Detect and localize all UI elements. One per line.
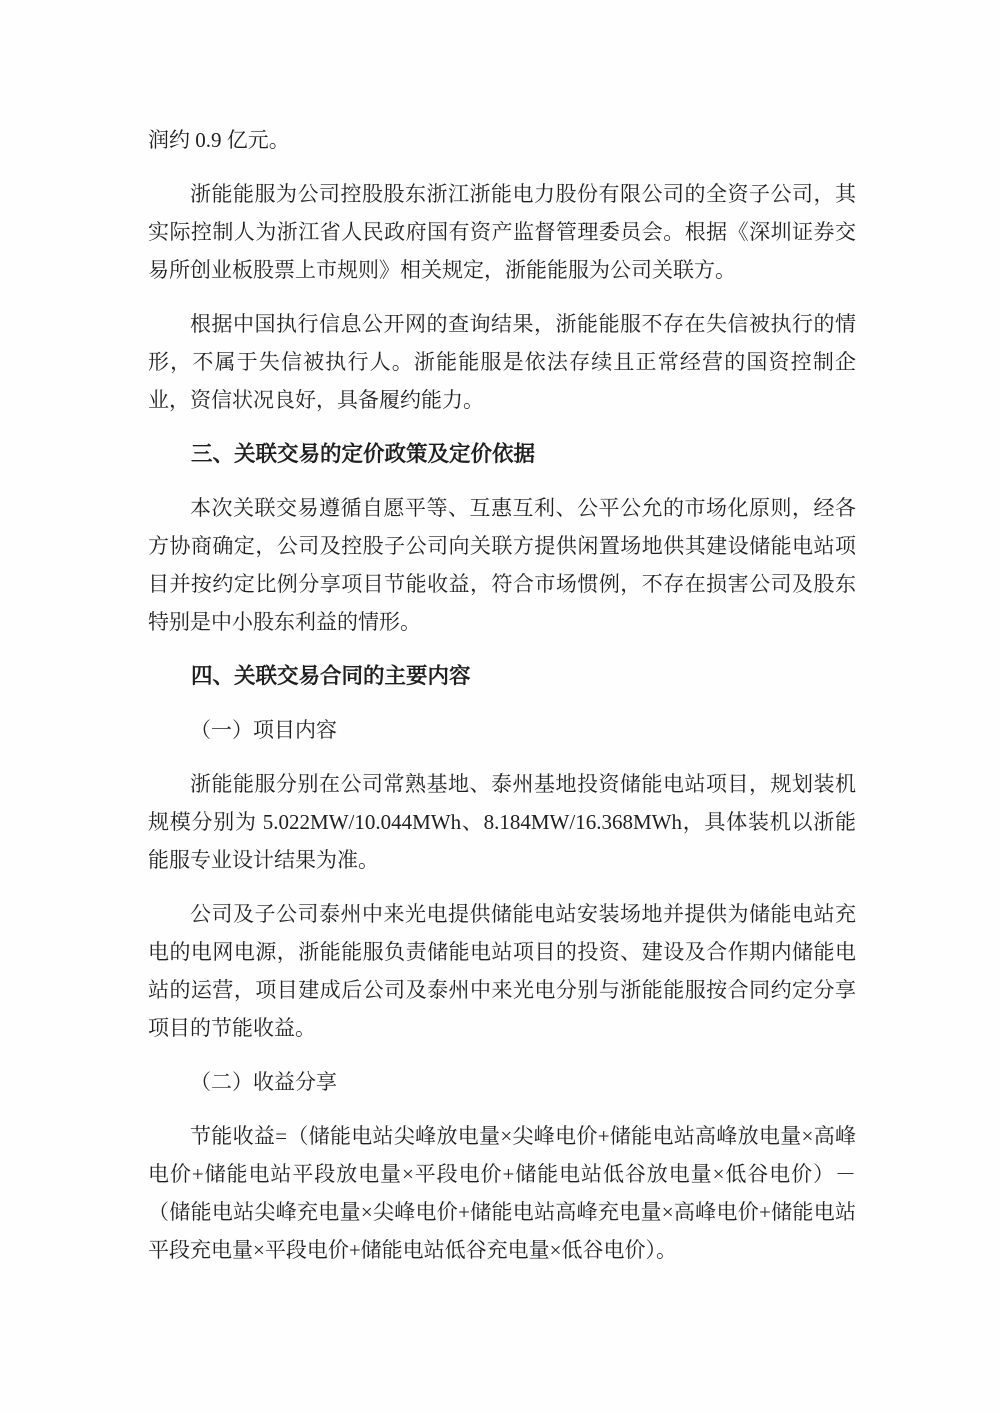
subsection-heading-revenue-sharing: （二）收益分享 bbox=[190, 1070, 337, 1094]
document-text-content bbox=[148, 121, 856, 1285]
section-heading-contract-content: 四、关联交易合同的主要内容 bbox=[191, 664, 471, 688]
paragraph-revenue-formula: 节能收益=（储能电站尖峰放电量×尖峰电价+储能电站高峰放电量×高峰电价+储能电站平段放电量×平段电价+储能电站低谷放电量×低谷电价）－（储能电站尖峰充电量×尖峰电价+储能电站高峰充电量×高峰电价+储能电站平段充电量×平段电价+储能电站低谷充电量×低谷电价）。 bbox=[148, 1124, 856, 1262]
paragraph-pricing-principle: 本次关联交易遵循自愿平等、互惠互利、公平公允的市场化原则，经各方协商确定，公司及控股子公司向关联方提供闲置场地供其建设储能电站项目并按约定比例分享项目节能收益，符合市场惯例，不存在损害公司及股东特别是中小股东利益的情形。 bbox=[148, 496, 856, 634]
paragraph-continuation: 润约 0.9 亿元。 bbox=[148, 128, 290, 152]
paragraph-related-party-intro: 浙能能服为公司控股股东浙江浙能电力股份有限公司的全资子公司，其实际控制人为浙江省人民政府国有资产监督管理委员会。根据《深圳证券交易所创业板股票上市规则》相关规定，浙能能服为公司关联方。 bbox=[148, 182, 856, 282]
paragraph-responsibilities: 公司及子公司泰州中来光电提供储能电站安装场地并提供为储能电站充电的电网电源，浙能能服负责储能电站项目的投资、建设及合作期内储能电站的运营，项目建成后公司及泰州中来光电分别与浙能能服按合同约定分享项目的节能收益。 bbox=[148, 902, 856, 1040]
paragraph-credit-status: 根据中国执行信息公开网的查询结果，浙能能服不存在失信被执行的情形，不属于失信被执行人。浙能能服是依法存续且正常经营的国资控制企业，资信状况良好，具备履约能力。 bbox=[148, 312, 856, 412]
section-heading-pricing-policy: 三、关联交易的定价政策及定价依据 bbox=[191, 442, 536, 466]
paragraph-project-scale: 浙能能服分别在公司常熟基地、泰州基地投资储能电站项目，规划装机规模分别为 5.022MW/10.044MWh、8.184MW/16.368MWh，具体装机以浙能能服专业设计结果为准。 bbox=[148, 772, 856, 872]
subsection-heading-project-content: （一）项目内容 bbox=[190, 718, 337, 742]
